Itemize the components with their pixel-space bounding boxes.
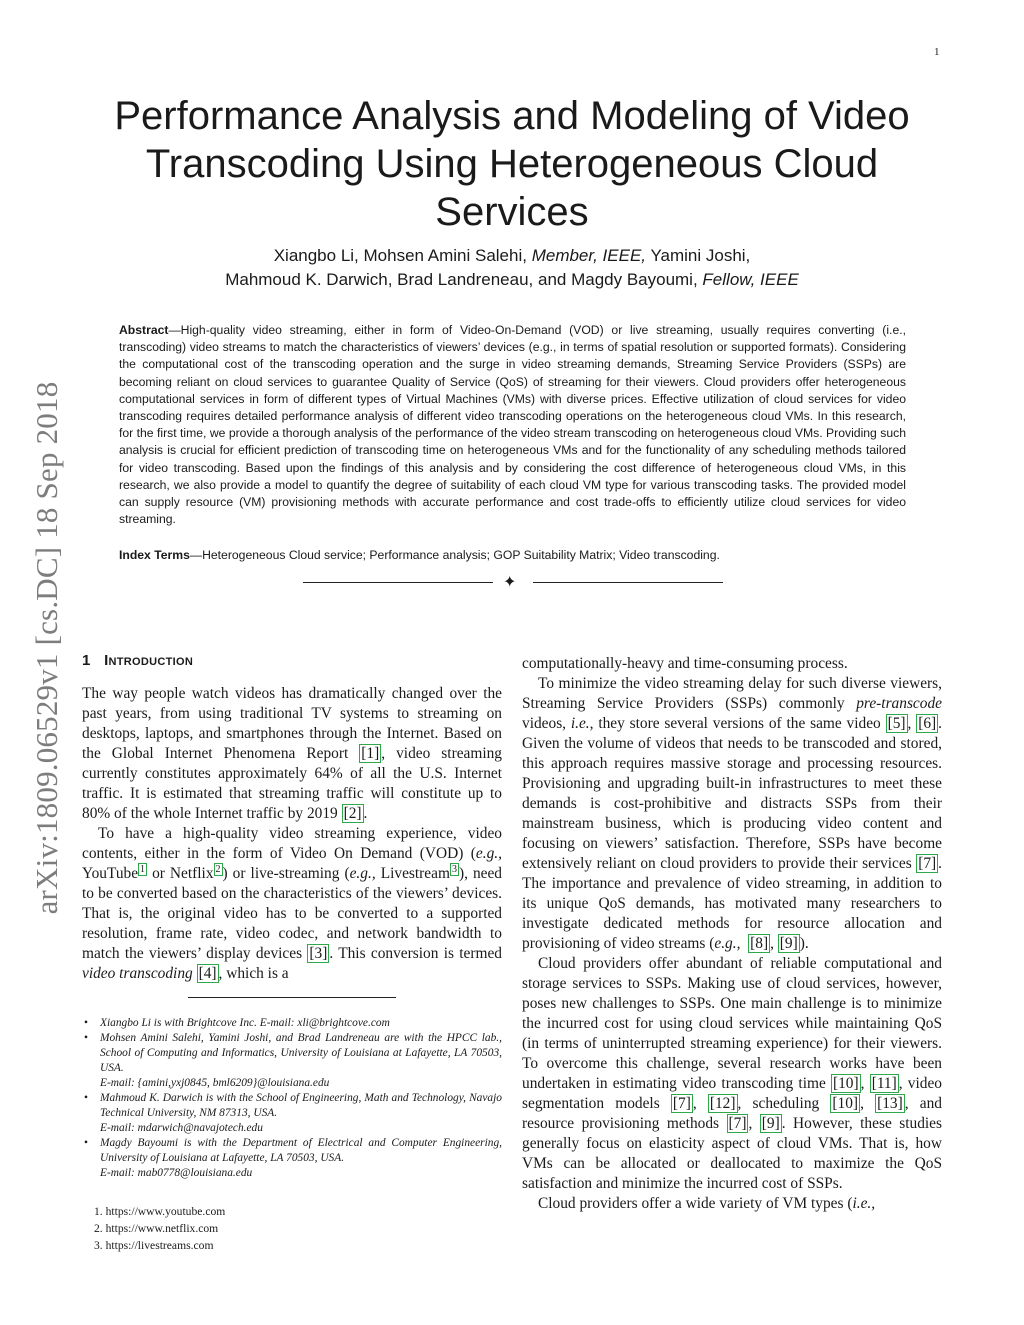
arxiv-stamp-text: arXiv:1809.06529v1 [cs.DC] 18 Sep 2018 <box>29 381 64 915</box>
footnote-item: 2. https://www.netflix.com <box>94 1222 219 1235</box>
citation-link[interactable]: [9] <box>779 935 798 952</box>
citation-link[interactable]: [8] <box>750 935 769 952</box>
affiliation-item: • Magdy Bayoumi is with the Department of Electrical and Computer Engineering, University of Louisiana at Lafayette, LA 70503, USA. E-mail: mab0778@louisiana.edu <box>82 1136 502 1181</box>
citation-link[interactable]: [4] <box>198 965 217 982</box>
intro-paragraph-4: Cloud providers offer abundant of reliable computational and storage services to SSPs. Making use of cloud services, however, poses new challenges to SSPs. One main challenge is to minimize the incurred cost for using cloud services while maintaining QoS (in terms of uninterrupted streaming experience) for their viewers. To overcome this challenge, several research works have been undertaken in estimating video transcoding time [10] , [11] , video segmentation models [7] , [12] , scheduling [10] , [13] , and resource provisioning methods [7] , [9] . However, these studies generally focus on elasticity aspect of cloud VMs. That is, how VMs can be allocated or deallocated to maximize the QoS satisfaction and minimize the incurred cost of SSPs. <box>522 955 943 1192</box>
intro-paragraph-1: The way people watch videos has dramatically changed over the past years, from using traditional TV systems to streaming on desktops, laptops, and smartphones through the Internet. Based on the Global Internet Phenomena Report [1] , video streaming currently constitutes approximately 64% of all the U.S. Internet traffic. It is estimated that streaming traffic will constitute up to 80% of the whole Internet traffic by 2019 [2] . <box>82 685 502 822</box>
footnotes <box>94 1203 494 1254</box>
paragraph-continuation: computationally-heavy and time-consuming process. <box>522 655 848 672</box>
affiliation-item: • Mohsen Amini Salehi, Yamini Joshi, and Brad Landreneau are with the HPCC lab., School of Computing and Informatics, University of Louisiana at Lafayette, LA 70503, USA. E-mail: {amini,yxj0845, bml6209}@louisiana.edu <box>82 1031 502 1091</box>
affiliation-item: • Xiangbo Li is with Brightcove Inc. E-mail: xli@brightcove.com <box>82 1016 502 1031</box>
intro-paragraph-3: To minimize the video streaming delay for such diverse viewers, Streaming Service Providers (SSPs) commonly pre-transcode videos, i.e., they store several versions of the same video [5] , [6] . Given the volume of videos that needs to be transcoded and stored, this approach requires massive storage and processing resources. Provisioning and upgrading built-in infrastructures to meet these demands is cost-prohibitive and distracts SSPs from their mainstream business, which is producing video content and focusing on viewers’ satisfaction. Therefore, SSPs have become extensively reliant on cloud providers to provide their services [7] . The importance and prevalence of video streaming, in addition to its unique QoS demands, has motivated many researchers to investigate dedicated methods for resource allocation and provisioning of video streams (e.g., [8] , [9] ). <box>522 675 942 952</box>
author-line-1: Xiangbo Li, Mohsen Amini Salehi, Member, IEEE, Yamini Joshi, <box>273 246 751 265</box>
intro-paragraph-2: To have a high-quality video streaming experience, video contents, either in the form of Video On Demand (VOD) (e.g., YouTube $^1$ or Netflix $^2$ ) or live-streaming (e.g., Livestream $^3$ ), need to be converted based on the characteristics of the viewers’ devices. That is, the original video has to be converted to a supported resolution, frame rate, video codec, and network bandwidth to match the viewers’ display devices [3] . This conversion is termed video transcoding [4] , which is a <box>82 825 502 982</box>
index-terms <box>119 547 906 564</box>
footnote-link[interactable]: 1 <box>140 863 146 875</box>
author-line-2: Mahmoud K. Darwich, Brad Landreneau, and Magdy Bayoumi, Fellow, IEEE <box>225 270 799 289</box>
separator-diamond-icon: ✦ <box>503 574 517 591</box>
separator-line-left <box>303 582 493 583</box>
section-title: Introduction <box>104 652 194 669</box>
arxiv-stamp <box>20 352 74 944</box>
footnote-item: 3. https://livestreams.com <box>94 1239 214 1252</box>
citation-link[interactable]: [9] <box>761 1115 780 1132</box>
citation-link[interactable]: [6] <box>918 715 937 732</box>
abstract <box>119 322 906 528</box>
index-terms-text: —Heterogeneous Cloud service; Performance analysis; GOP Suitability Matrix; Video transcoding. <box>189 548 720 562</box>
abstract-label: Abstract <box>119 323 169 337</box>
section-heading <box>82 652 193 669</box>
right-column <box>522 654 942 1214</box>
citation-link[interactable]: [1] <box>361 745 380 762</box>
footnote-link[interactable]: 3 <box>451 863 457 875</box>
author-affiliations <box>82 1016 502 1181</box>
citation-link[interactable]: [7] <box>728 1115 747 1132</box>
citation-link[interactable]: [3] <box>309 945 328 962</box>
citation-link[interactable]: [5] <box>887 715 906 732</box>
footnote-link[interactable]: 2 <box>215 863 221 875</box>
intro-paragraph-5: Cloud providers offer a wide variety of VM types (i.e., <box>538 1195 876 1212</box>
author-list <box>120 244 904 292</box>
paper-title: Performance Analysis and Modeling of Video Transcoding Using Heterogeneous Cloud Services <box>114 94 910 234</box>
affiliation-item: • Mahmoud K. Darwich is with the School of Engineering, Math and Technology, Navajo Technical University, NM 87313, USA. E-mail: mdarwich@navajotech.edu <box>82 1091 502 1136</box>
citation-link[interactable]: [10] <box>832 1075 859 1092</box>
separator-line-right <box>533 582 723 583</box>
section-number: 1 <box>82 652 91 669</box>
citation-link[interactable]: [7] <box>672 1095 691 1112</box>
page-number: 1 <box>934 46 940 58</box>
footnote-rule <box>188 997 396 998</box>
abstract-text: —High-quality video streaming, either in form of Video-On-Demand (VOD) or live streaming, usually requires converting (i.e., transcoding) video streams to match the characteristics of viewers’ devices (e.g., in terms of spatial resolution or supported formats). Considering the computational cost of the transcoding operation and the surge in video streaming demands, Streaming Service Providers (SSPs) are becoming reliant on cloud services to guarantee Quality of Service (QoS) of streaming for their viewers. Cloud providers offer heterogeneous computational services in form of different types of Virtual Machines (VMs) with diverse prices. Effective utilization of cloud services for video transcoding requires detailed performance analysis of different video transcoding operations on the heterogeneous cloud VMs. In this research, for the first time, we provide a thorough analysis of the performance of the video stream transcoding on heterogeneous cloud VMs. Providing such analysis is crucial for efficient prediction of transcoding time on heterogeneous VMs and for the functionality of any scheduling methods tailored for video transcoding. Based upon the findings of this analysis and by considering the cost difference of heterogeneous cloud VMs, in this research, we also provide a model to quantify the degree of suitability of each cloud VM type for various transcoding tasks. The provided model can supply resource (VM) provisioning methods with accurate performance and cost trade-offs to efficiently utilize cloud services for video streaming. <box>119 323 906 527</box>
citation-link[interactable]: [7] <box>918 855 937 872</box>
citation-link[interactable]: [12] <box>709 1095 736 1112</box>
citation-link[interactable]: [10] <box>832 1095 859 1112</box>
citation-link[interactable]: [13] <box>877 1095 903 1112</box>
footnote-item: 1. https://www.youtube.com <box>94 1205 226 1218</box>
index-terms-label: Index Terms <box>119 548 190 562</box>
left-column <box>82 684 502 984</box>
citation-link[interactable]: [11] <box>871 1075 897 1092</box>
section-separator <box>303 572 723 592</box>
citation-link[interactable]: [2] <box>343 805 362 822</box>
